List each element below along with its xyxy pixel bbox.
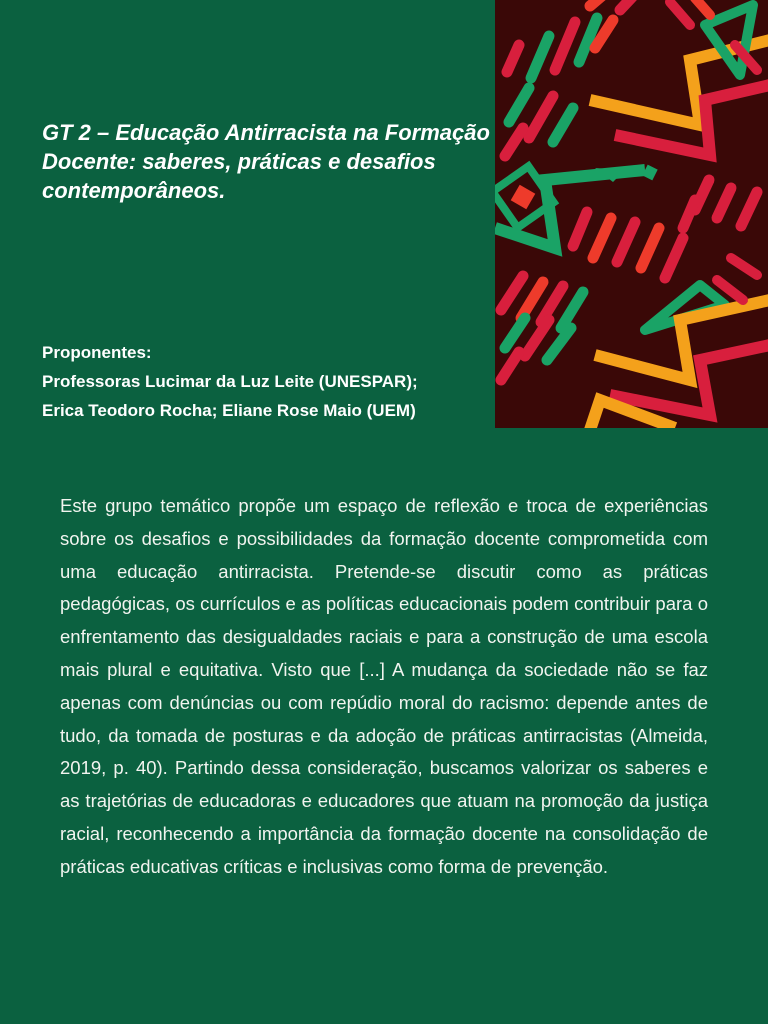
page-title: GT 2 – Educação Antirracista na Formação Docente: saberes, práticas e desafios contemporâneos.: [42, 120, 490, 203]
description-paragraph: Este grupo temático propõe um espaço de reflexão e troca de experiências sobre os desafios e possibilidades da formação docente comprometida com uma educação antirracista. Pretende-se discutir como as práticas pedagógicas, os currículos e as políticas educacionais podem contribuir para o enfrentamento das desigualdades raciais e para a construção de uma escola mais plural e equitativa. Visto que [...] A mudança da sociedade não se faz apenas com denúncias ou com repúdio moral do racismo: depende antes de tudo, da tomada de posturas e da adoção de práticas antirracistas (Almeida, 2019, p. 40). Partindo dessa consideração, buscamos valorizar os saberes e as trajetórias de educadoras e educadores que atuam na promoção da justiça racial, reconhecendo a importância da formação docente na consolidação de práticas educativas críticas e inclusivas como forma de prevenção.: [60, 495, 708, 877]
proponents-line-1: Professoras Lucimar da Luz Leite (UNESPAR);: [42, 372, 418, 391]
proponents-block: [42, 338, 502, 425]
decorative-pattern: [495, 0, 768, 428]
proponents-line-2: Erica Teodoro Rocha; Eliane Rose Maio (UEM): [42, 401, 416, 420]
proponents-label: Proponentes:: [42, 343, 152, 362]
african-pattern-illustration: [495, 0, 768, 428]
